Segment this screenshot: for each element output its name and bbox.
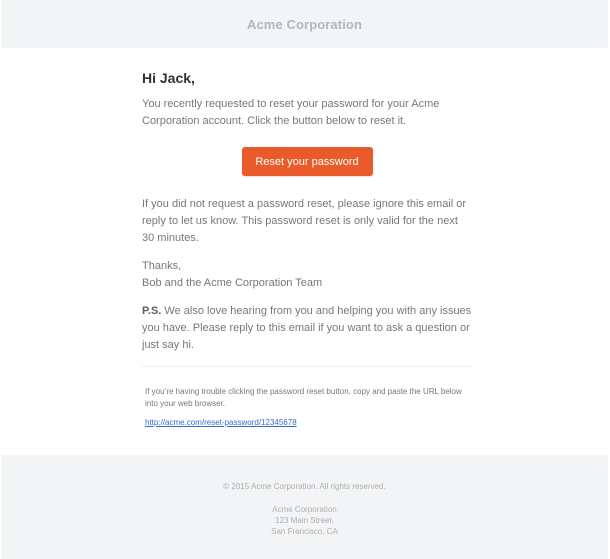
brand-name[interactable]: Acme Corporation bbox=[246, 16, 362, 32]
greeting-heading: Hi Jack, bbox=[142, 70, 195, 86]
signoff-thanks: Thanks, bbox=[142, 260, 182, 272]
address-line-street: 123 Main Street, bbox=[275, 516, 334, 525]
ps-label: P.S. bbox=[142, 305, 162, 317]
button-row bbox=[142, 147, 472, 177]
ps-paragraph bbox=[142, 303, 472, 354]
email-header bbox=[1, 0, 608, 48]
signoff-team: Bob and the Acme Corporation Team bbox=[142, 277, 323, 289]
copyright-text: © 2015 Acme Corporation. All rights reserved. bbox=[223, 482, 386, 491]
ignore-notice-paragraph: If you did not request a password reset, please ignore this email or reply to let us know. This password reset is only valid for the next 30 minutes. bbox=[142, 198, 467, 244]
reset-url-link[interactable]: http://acme.com/reset-password/12345678 bbox=[145, 418, 297, 427]
signoff bbox=[142, 258, 472, 292]
email-body bbox=[142, 48, 472, 429]
email-page bbox=[1, 0, 608, 559]
company-address bbox=[1, 504, 608, 537]
trouble-text: If you’re having trouble clicking the password reset button, copy and paste the URL below into your web browser. bbox=[145, 387, 462, 408]
address-line-company: Acme Corporation bbox=[272, 505, 337, 514]
reset-password-button[interactable]: Reset your password bbox=[242, 147, 373, 176]
divider bbox=[142, 366, 472, 367]
email-footer bbox=[1, 455, 608, 559]
subcopy bbox=[142, 386, 465, 429]
address-line-city: San Francisco, CA bbox=[271, 527, 338, 536]
ps-text: We also love hearing from you and helping you with any issues you have. Please reply to this email if you want to ask a question or just say hi. bbox=[142, 305, 472, 351]
intro-paragraph: You recently requested to reset your password for your Acme Corporation account. Click the button below to reset it. bbox=[142, 98, 440, 127]
